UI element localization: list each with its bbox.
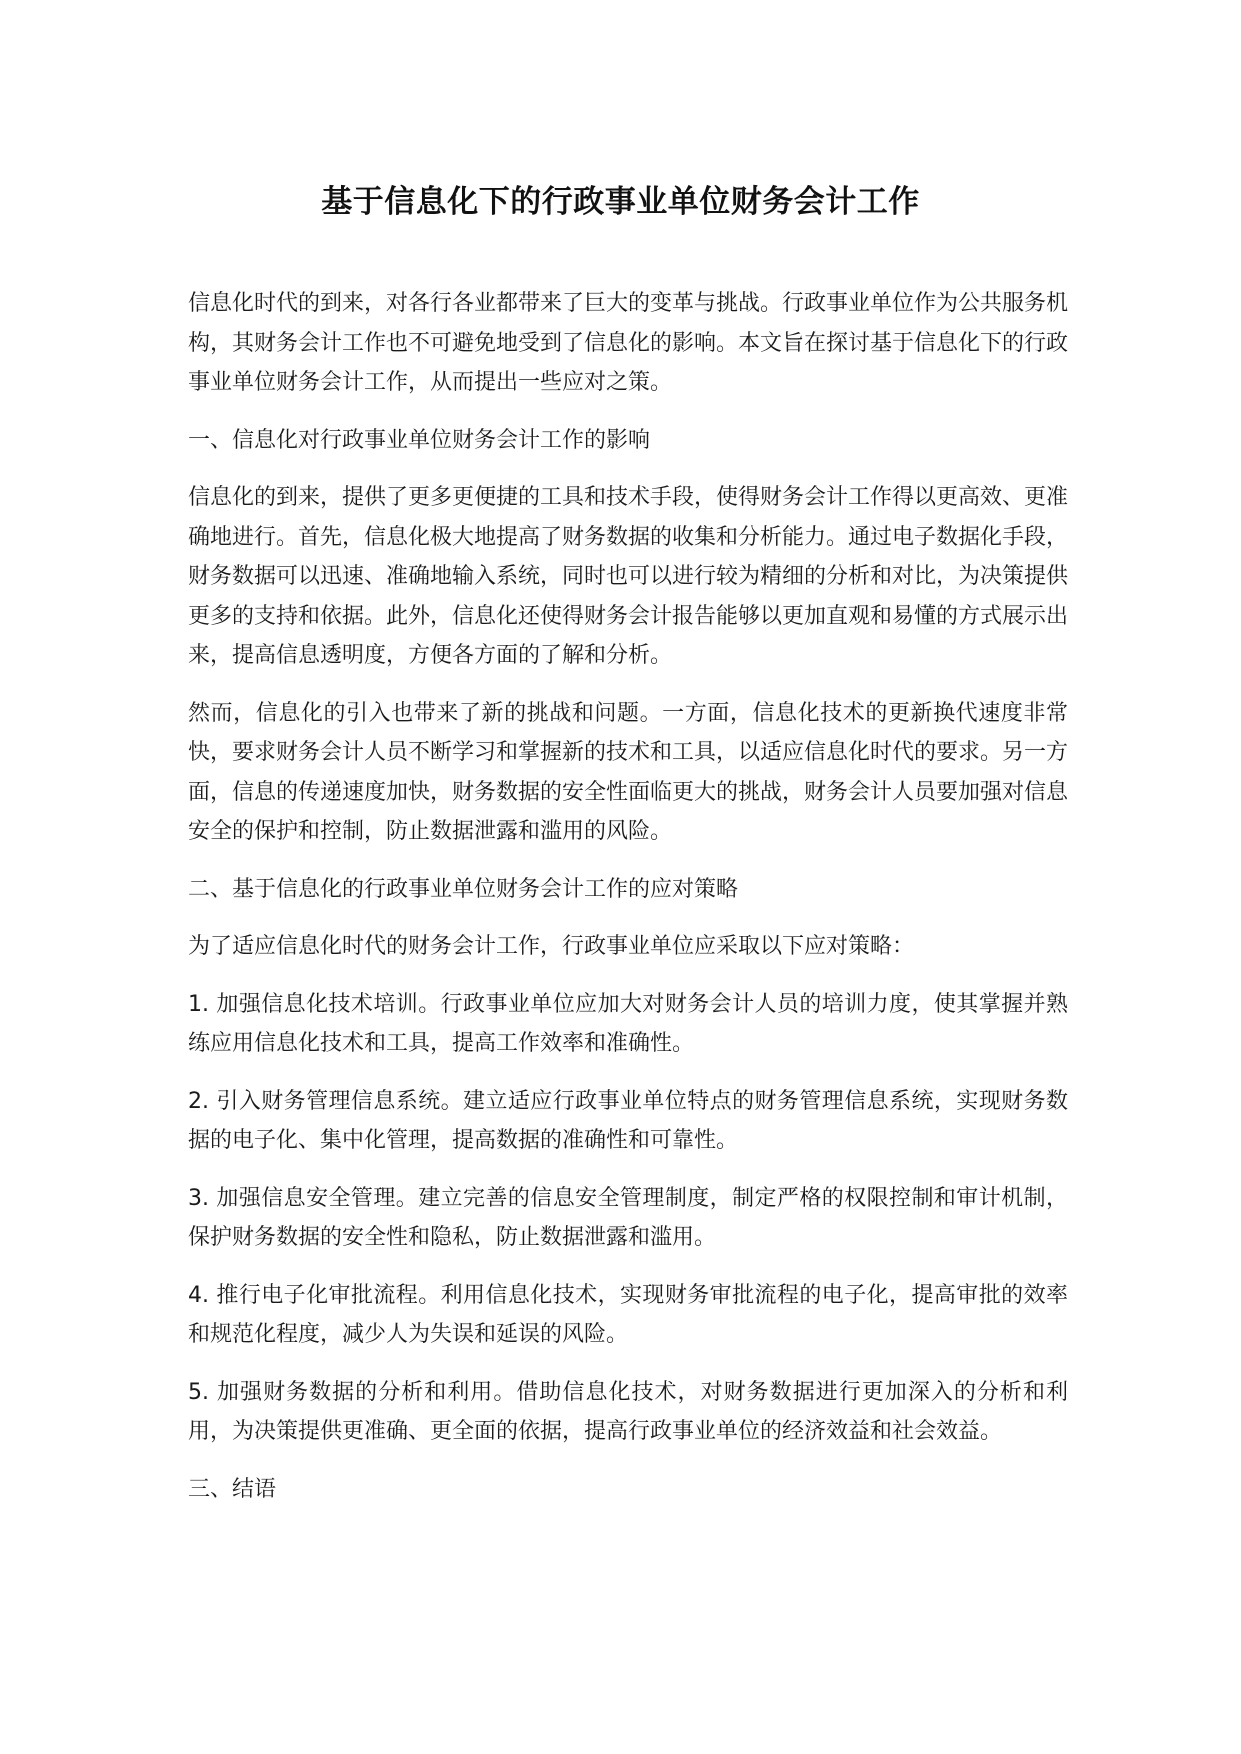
document-title: 基于信息化下的行政事业单位财务会计工作 bbox=[321, 184, 920, 220]
strategy-item: 4. 推行电子化审批流程。利用信息化技术，实现财务审批流程的电子化，提高审批的效率和规范化程度，减少人为失误和延误的风险。 bbox=[188, 1282, 1068, 1347]
document-body bbox=[188, 284, 1068, 1527]
section-1-heading: 一、信息化对行政事业单位财务会计工作的影响 bbox=[188, 427, 651, 453]
strategy-item: 1. 加强信息化技术培训。行政事业单位应加大对财务会计人员的培训力度，使其掌握并熟练应用信息化技术和工具，提高工作效率和准确性。 bbox=[188, 991, 1068, 1056]
section-3-heading: 三、结语 bbox=[188, 1476, 277, 1502]
section-2-heading: 二、基于信息化的行政事业单位财务会计工作的应对策略 bbox=[188, 876, 739, 902]
strategy-item: 2. 引入财务管理信息系统。建立适应行政事业单位特点的财务管理信息系统，实现财务数据的电子化、集中化管理，提高数据的准确性和可靠性。 bbox=[188, 1088, 1068, 1153]
section-1-paragraph: 然而，信息化的引入也带来了新的挑战和问题。一方面，信息化技术的更新换代速度非常快，要求财务会计人员不断学习和掌握新的技术和工具，以适应信息化时代的要求。另一方面，信息的传递速度加快，财务数据的安全性面临更大的挑战，财务会计人员要加强对信息安全的保护和控制，防止数据泄露和滥用的风险。 bbox=[188, 700, 1069, 844]
intro-paragraph: 信息化时代的到来，对各行各业都带来了巨大的变革与挑战。行政事业单位作为公共服务机构，其财务会计工作也不可避免地受到了信息化的影响。本文旨在探讨基于信息化下的行政事业单位财务会计工作，从而提出一些应对之策。 bbox=[188, 291, 1069, 395]
section-2-lead: 为了适应信息化时代的财务会计工作，行政事业单位应采取以下应对策略： bbox=[188, 934, 915, 959]
section-1-paragraph: 信息化的到来，提供了更多更便捷的工具和技术手段，使得财务会计工作得以更高效、更准确地进行。首先，信息化极大地提高了财务数据的收集和分析能力。通过电子数据化手段，财务数据可以迅速、准确地输入系统，同时也可以进行较为精细的分析和对比，为决策提供更多的支持和依据。此外，信息化还使得财务会计报告能够以更加直观和易懂的方式展示出来，提高信息透明度，方便各方面的了解和分析。 bbox=[188, 485, 1069, 668]
strategy-item: 5. 加强财务数据的分析和利用。借助信息化技术，对财务数据进行更加深入的分析和利用，为决策提供更准确、更全面的依据，提高行政事业单位的经济效益和社会效益。 bbox=[188, 1379, 1068, 1444]
strategy-item: 3. 加强信息安全管理。建立完善的信息安全管理制度，制定严格的权限控制和审计机制，保护财务数据的安全性和隐私，防止数据泄露和滥用。 bbox=[188, 1185, 1068, 1250]
